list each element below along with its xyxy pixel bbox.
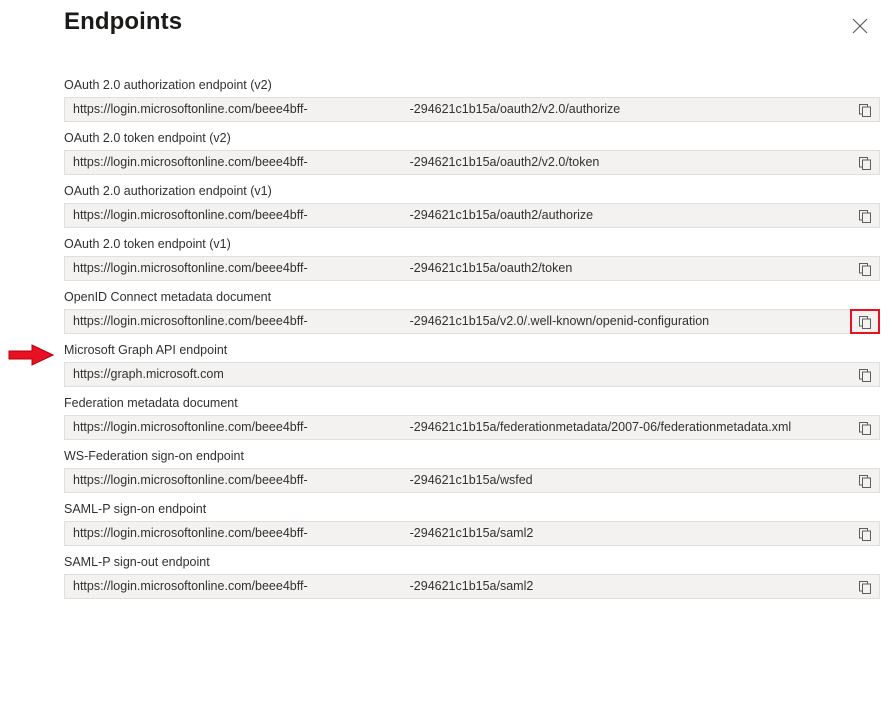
endpoint-value[interactable]: https://login.microsoftonline.com/beee4bff- -294621c1b15a/saml2 <box>73 579 534 593</box>
endpoint-label: Federation metadata document <box>64 396 238 410</box>
endpoint-value-box[interactable] <box>64 415 880 440</box>
endpoint-value-box[interactable] <box>64 468 880 493</box>
copy-icon[interactable] <box>851 151 879 174</box>
endpoint-value-box[interactable] <box>64 521 880 546</box>
endpoint-field-1 <box>64 131 880 175</box>
endpoint-label: OAuth 2.0 authorization endpoint (v1) <box>64 184 272 198</box>
endpoint-value[interactable]: https://login.microsoftonline.com/beee4bff- -294621c1b15a/wsfed <box>73 473 533 487</box>
endpoint-value-box[interactable] <box>64 362 880 387</box>
page-title: Endpoints <box>64 8 183 35</box>
endpoint-field-5 <box>64 343 880 387</box>
copy-icon[interactable] <box>851 98 879 121</box>
endpoint-field-6 <box>64 396 880 440</box>
endpoint-value[interactable]: https://login.microsoftonline.com/beee4bff- -294621c1b15a/v2.0/.well-known/openid-configuration <box>73 314 710 328</box>
endpoint-label: WS-Federation sign-on endpoint <box>64 449 244 463</box>
endpoint-value-box[interactable] <box>64 150 880 175</box>
endpoint-field-9 <box>64 555 880 599</box>
endpoint-label: OAuth 2.0 token endpoint (v2) <box>64 131 231 145</box>
endpoint-field-7 <box>64 449 880 493</box>
endpoint-value-box[interactable] <box>64 574 880 599</box>
copy-icon[interactable] <box>851 257 879 280</box>
endpoint-label: OAuth 2.0 token endpoint (v1) <box>64 237 231 251</box>
endpoint-value[interactable]: https://graph.microsoft.com <box>73 367 224 381</box>
endpoint-value[interactable]: https://login.microsoftonline.com/beee4bff- -294621c1b15a/oauth2/authorize <box>73 208 594 222</box>
copy-icon[interactable] <box>851 310 879 333</box>
endpoint-field-2 <box>64 184 880 228</box>
endpoint-value-box[interactable] <box>64 97 880 122</box>
endpoint-label: OAuth 2.0 authorization endpoint (v2) <box>64 78 272 92</box>
endpoint-field-0 <box>64 78 880 122</box>
endpoint-field-4 <box>64 290 880 334</box>
endpoints-field-list <box>64 78 880 608</box>
endpoint-value[interactable]: https://login.microsoftonline.com/beee4bff- -294621c1b15a/federationmetadata/2007-06/federationmetadata.xml <box>73 420 792 434</box>
copy-icon[interactable] <box>851 469 879 492</box>
copy-icon[interactable] <box>851 204 879 227</box>
endpoint-label: SAML-P sign-on endpoint <box>64 502 207 516</box>
endpoint-value[interactable]: https://login.microsoftonline.com/beee4bff- -294621c1b15a/oauth2/token <box>73 261 573 275</box>
copy-icon[interactable] <box>851 575 879 598</box>
copy-icon[interactable] <box>851 416 879 439</box>
endpoint-value-box[interactable] <box>64 203 880 228</box>
endpoint-label: SAML-P sign-out endpoint <box>64 555 210 569</box>
endpoint-value[interactable]: https://login.microsoftonline.com/beee4bff- -294621c1b15a/oauth2/v2.0/authorize <box>73 102 621 116</box>
endpoint-value-box[interactable] <box>64 256 880 281</box>
endpoint-field-8 <box>64 502 880 546</box>
endpoint-label: OpenID Connect metadata document <box>64 290 272 304</box>
endpoint-field-3 <box>64 237 880 281</box>
red-arrow-pointer <box>8 344 54 366</box>
copy-icon[interactable] <box>851 522 879 545</box>
endpoint-value[interactable]: https://login.microsoftonline.com/beee4bff- -294621c1b15a/saml2 <box>73 526 534 540</box>
panel-header <box>0 0 894 56</box>
endpoint-label: Microsoft Graph API endpoint <box>64 343 228 357</box>
close-icon[interactable] <box>844 10 876 42</box>
endpoint-value[interactable]: https://login.microsoftonline.com/beee4bff- -294621c1b15a/oauth2/v2.0/token <box>73 155 600 169</box>
copy-icon[interactable] <box>851 363 879 386</box>
endpoint-value-box[interactable] <box>64 309 880 334</box>
